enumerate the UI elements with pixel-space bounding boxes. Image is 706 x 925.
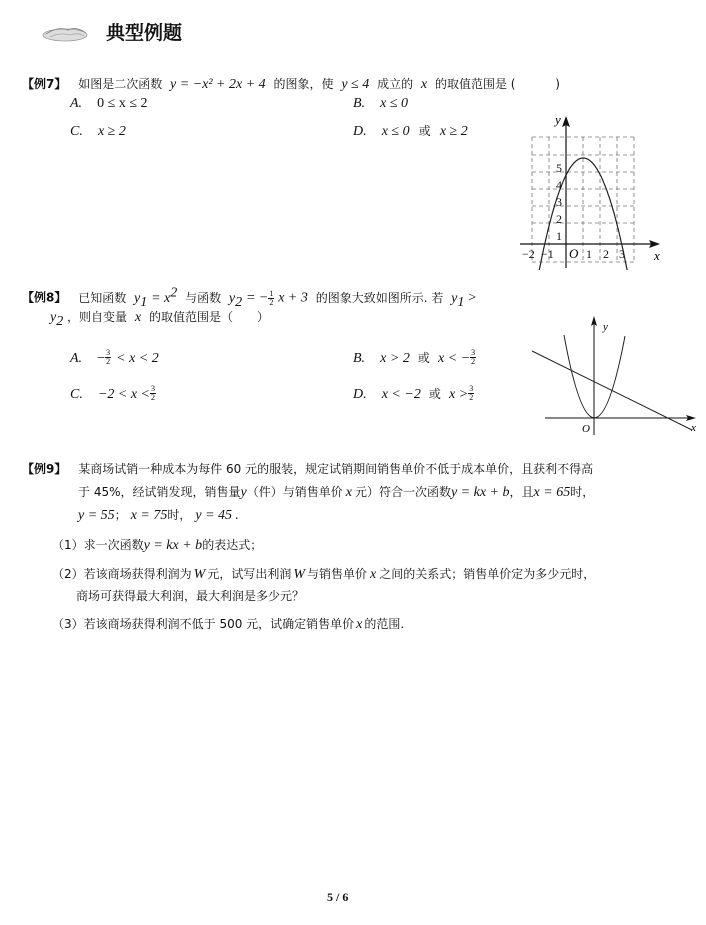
fraction-numerator: 3 <box>469 384 474 393</box>
variable: y <box>451 290 458 306</box>
book-icon <box>40 22 90 44</box>
question-text: . <box>235 508 239 523</box>
option-label: A. <box>70 96 83 111</box>
y-tick-label: 4 <box>556 178 562 192</box>
question-text: 元）符合一次函数 <box>354 485 451 499</box>
variable: x <box>370 567 377 582</box>
condition: y ≤ 4 <box>341 77 370 92</box>
option-text: x ≥ 2 <box>439 124 468 139</box>
parabola-graph-1 <box>515 110 665 270</box>
option-text: − <box>97 351 106 366</box>
variable: x <box>420 77 428 92</box>
y-axis-label: y <box>603 321 608 333</box>
fraction-denominator: 2 <box>469 393 474 402</box>
fraction-numerator: 3 <box>106 348 111 357</box>
fraction-numerator: 1 <box>269 288 274 298</box>
fraction-denominator: 2 <box>106 357 111 366</box>
question-text: ，则自变量 <box>67 310 128 324</box>
variable: y <box>50 310 57 325</box>
option-text: −2 < x < <box>97 387 150 402</box>
option-b[interactable] <box>353 92 408 112</box>
equation: y = −x² + 2x + 4 <box>170 77 266 92</box>
sub-question-1 <box>52 537 262 554</box>
page-title: 典型例题 <box>106 22 183 44</box>
option-text: x > 2 <box>380 351 410 366</box>
option-c[interactable] <box>70 120 126 140</box>
subscript: 2 <box>235 294 243 310</box>
equation: x = 65 <box>533 485 571 500</box>
question-text: 成立的 <box>377 77 414 91</box>
option-text: 或 <box>428 387 441 401</box>
option-text: x > <box>449 387 469 402</box>
question-text: 已知函数 <box>78 290 127 305</box>
origin-label: O <box>582 423 590 435</box>
equation: y = 45 <box>195 508 233 523</box>
question-text: 时， <box>167 508 192 522</box>
option-d[interactable] <box>353 383 474 403</box>
variable: x <box>345 485 352 500</box>
question-text: ，且 <box>509 485 534 499</box>
question-text: （2）若该商场获得利润为 <box>52 567 192 581</box>
equation: y = kx + b <box>143 538 203 553</box>
equation: y = kx + b <box>450 485 510 500</box>
subscript: 1 <box>457 294 465 310</box>
subscript: 2 <box>56 313 64 329</box>
variable: W <box>193 567 206 582</box>
page-number: 5 / 6 <box>327 890 349 904</box>
variable: W <box>293 567 305 582</box>
question-text: （件）与销售单价 <box>246 485 343 499</box>
option-text: < x < 2 <box>116 351 159 366</box>
question-text: 的图象大致如图所示. 若 <box>315 290 444 305</box>
question-text: 的取值范围是（ ） <box>148 310 269 324</box>
example-label: 【例9】 <box>22 462 67 476</box>
y-tick-label: 2 <box>556 212 562 226</box>
superscript: 2 <box>170 285 178 300</box>
fraction-numerator: 3 <box>151 384 155 393</box>
option-text: x ≤ 0 <box>381 124 410 139</box>
question-text: 的范围. <box>364 617 405 631</box>
option-text: x ≥ 2 <box>97 124 126 139</box>
option-d[interactable] <box>353 120 468 140</box>
question-text: ) <box>555 77 560 91</box>
origin-label: O <box>569 246 579 261</box>
option-label: B. <box>353 351 366 366</box>
option-label: D. <box>353 124 367 139</box>
option-text: x < − <box>438 351 471 366</box>
question-text: 商场可获得最大利润，最大利润是多少元？ <box>76 589 305 603</box>
question-text: （1）求一次函数 <box>52 538 144 552</box>
x-axis-label: x <box>691 422 696 434</box>
question-text: 元，试写出利润 <box>207 567 292 581</box>
equation: = x <box>151 290 171 306</box>
equation: x = 75 <box>130 508 168 523</box>
x-axis-label: x <box>654 248 660 263</box>
y-tick-label: 3 <box>556 195 562 209</box>
question-text: 与函数 <box>185 290 222 305</box>
option-text: 0 ≤ x ≤ 2 <box>97 96 148 111</box>
x-tick-label: −1 <box>541 247 554 261</box>
variable: y <box>134 290 141 306</box>
option-text: 或 <box>417 351 430 365</box>
question-text: 时， <box>570 485 595 499</box>
variable: x <box>134 310 142 325</box>
variable: y <box>240 485 247 500</box>
equation: x + 3 <box>278 290 308 306</box>
fraction-denominator: 2 <box>471 357 476 366</box>
question-text: 某商场试销一种成本为每件 60 元的服装，规定试销期间销售单价不低于成本单价，且获利不得高 <box>78 462 594 476</box>
question-text: 的取值范围是 ( <box>434 77 516 91</box>
x-tick-label: −2 <box>522 247 535 261</box>
question-text: 如图是二次函数 <box>78 77 163 91</box>
question-text: ； <box>114 508 127 522</box>
grid <box>532 137 634 262</box>
equation: = − <box>245 290 269 306</box>
option-label: C. <box>70 387 83 402</box>
fraction-denominator: 2 <box>151 393 155 402</box>
subscript: 1 <box>140 294 148 310</box>
option-label: B. <box>353 96 366 111</box>
equation: y = 55 <box>78 508 115 523</box>
fraction-denominator: 2 <box>269 297 274 307</box>
y-tick-label: 1 <box>556 229 562 243</box>
question-text: 与销售单价 <box>307 567 368 581</box>
option-text: 或 <box>418 124 431 138</box>
option-c[interactable] <box>70 383 156 403</box>
question-text: 于 45%，经试销发现，销售量 <box>78 485 241 499</box>
question-text: 的图象，使 <box>273 77 334 91</box>
x-tick-label: 3 <box>619 247 625 261</box>
y-tick-label: 5 <box>556 161 562 175</box>
sub-question-2 <box>52 566 595 583</box>
question-text: 的表达式； <box>202 538 263 552</box>
option-text: x ≤ 0 <box>380 96 409 111</box>
x-tick-label: 1 <box>586 247 592 261</box>
x-tick-label: 2 <box>603 247 609 261</box>
fraction-numerator: 3 <box>471 348 476 357</box>
option-label: A. <box>70 351 83 366</box>
example-label: 【例7】 <box>22 77 67 91</box>
variable: y <box>228 290 236 306</box>
option-text: x < −2 <box>381 387 421 402</box>
question-text: 之间的关系式；销售单价定为多少元时， <box>379 567 596 581</box>
variable: x <box>356 617 363 632</box>
parabola-line-graph <box>520 310 705 440</box>
example-label: 【例8】 <box>22 290 67 305</box>
option-a[interactable] <box>70 347 159 367</box>
option-a[interactable] <box>70 92 148 112</box>
operator: > <box>468 290 477 306</box>
y-axis-label: y <box>555 112 561 127</box>
option-label: D. <box>353 387 367 402</box>
option-b[interactable] <box>353 347 476 367</box>
option-label: C. <box>70 124 83 139</box>
sub-question-3 <box>52 616 404 633</box>
question-text: （3）若该商场获得利润不低于 500 元，试确定销售单价 <box>52 617 355 631</box>
